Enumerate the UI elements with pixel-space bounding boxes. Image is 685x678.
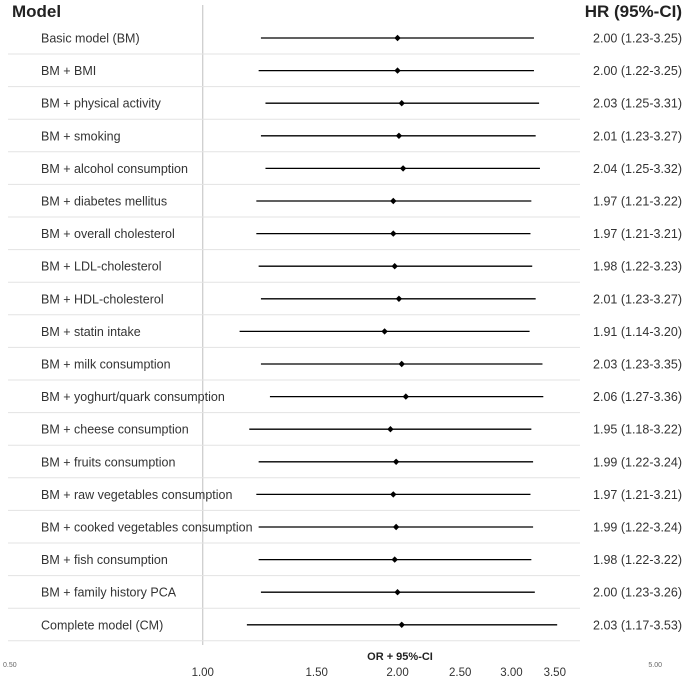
row-label: BM + cooked vegetables consumption bbox=[41, 520, 253, 535]
row-label: BM + diabetes mellitus bbox=[41, 194, 168, 209]
x-tick-label: 1.50 bbox=[305, 667, 328, 678]
row-label: BM + family history PCA bbox=[41, 585, 177, 600]
header-hr: HR (95%-CI) bbox=[584, 2, 682, 21]
row-label: BM + physical activity bbox=[41, 96, 161, 111]
hr-value: 1.97 (1.21-3.21) bbox=[593, 227, 682, 242]
row-label: BM + raw vegetables consumption bbox=[41, 487, 233, 502]
row-label: BM + milk consumption bbox=[41, 357, 171, 372]
x-axis-label: OR + 95%-CI bbox=[367, 651, 433, 663]
forest-row bbox=[8, 129, 682, 152]
hr-point bbox=[396, 133, 402, 139]
hr-value: 1.95 (1.18-3.22) bbox=[593, 422, 682, 437]
hr-point bbox=[390, 198, 396, 204]
forest-row bbox=[8, 195, 682, 218]
hr-value: 2.01 (1.23-3.27) bbox=[593, 129, 682, 144]
hr-value: 1.91 (1.14-3.20) bbox=[593, 324, 682, 339]
hr-value: 1.97 (1.21-3.21) bbox=[593, 487, 682, 502]
x-axis-ticks bbox=[3, 662, 662, 678]
forest-row bbox=[8, 618, 682, 641]
forest-row bbox=[8, 64, 682, 87]
row-label: BM + yoghurt/quark consumption bbox=[41, 390, 225, 405]
hr-point bbox=[393, 524, 399, 530]
forest-row bbox=[8, 521, 682, 544]
rows-layer bbox=[8, 32, 682, 641]
hr-value: 2.00 (1.22-3.25) bbox=[593, 64, 682, 79]
x-tick-label: 3.00 bbox=[500, 667, 523, 678]
row-label: BM + HDL-cholesterol bbox=[41, 292, 164, 307]
hr-point bbox=[393, 459, 399, 465]
hr-point bbox=[394, 67, 400, 73]
forest-row bbox=[8, 162, 682, 185]
hr-point bbox=[390, 491, 396, 497]
row-label: Basic model (BM) bbox=[41, 31, 140, 46]
hr-value: 2.01 (1.23-3.27) bbox=[593, 292, 682, 307]
hr-point bbox=[394, 589, 400, 595]
hr-point bbox=[392, 556, 398, 562]
x-tick-label: 3.50 bbox=[543, 667, 566, 678]
forest-row bbox=[8, 488, 682, 511]
row-label: BM + fruits consumption bbox=[41, 455, 176, 470]
hr-point bbox=[381, 328, 387, 334]
hr-value: 1.98 (1.22-3.22) bbox=[593, 553, 682, 568]
hr-point bbox=[399, 622, 405, 628]
hr-value: 2.06 (1.27-3.36) bbox=[593, 390, 682, 405]
hr-point bbox=[399, 100, 405, 106]
hr-value: 1.98 (1.22-3.23) bbox=[593, 259, 682, 274]
hr-point bbox=[396, 296, 402, 302]
forest-row bbox=[8, 325, 682, 348]
forest-row bbox=[8, 292, 682, 315]
forest-row bbox=[8, 586, 682, 609]
row-label: Complete model (CM) bbox=[41, 618, 164, 633]
hr-point bbox=[387, 426, 393, 432]
hr-value: 1.97 (1.21-3.22) bbox=[593, 194, 682, 209]
forest-row bbox=[8, 260, 682, 283]
hr-value: 1.99 (1.22-3.24) bbox=[593, 455, 682, 470]
hr-point bbox=[390, 230, 396, 236]
row-label: BM + overall cholesterol bbox=[41, 227, 175, 242]
forest-row bbox=[8, 358, 682, 381]
hr-value: 2.03 (1.23-3.35) bbox=[593, 357, 682, 372]
hr-point bbox=[399, 361, 405, 367]
hr-value: 2.03 (1.17-3.53) bbox=[593, 618, 682, 633]
row-label: BM + cheese consumption bbox=[41, 422, 189, 437]
forest-row bbox=[8, 97, 682, 120]
x-tick-label: 2.50 bbox=[449, 667, 472, 678]
hr-value: 2.00 (1.23-3.25) bbox=[593, 31, 682, 46]
hr-point bbox=[400, 165, 406, 171]
forest-row bbox=[8, 455, 682, 478]
x-tick-label: 0.50 bbox=[3, 662, 17, 669]
forest-row bbox=[8, 553, 682, 576]
hr-value: 1.99 (1.22-3.24) bbox=[593, 520, 682, 535]
hr-point bbox=[394, 35, 400, 41]
row-label: BM + fish consumption bbox=[41, 553, 168, 568]
forest-row bbox=[8, 390, 682, 413]
x-tick-label: 1.00 bbox=[191, 667, 214, 678]
forest-row bbox=[8, 32, 682, 55]
row-label: BM + BMI bbox=[41, 64, 97, 79]
forest-row bbox=[8, 423, 682, 446]
x-tick-label: 2.00 bbox=[386, 667, 409, 678]
row-label: BM + statin intake bbox=[41, 324, 141, 339]
hr-value: 2.00 (1.23-3.26) bbox=[593, 585, 682, 600]
hr-value: 2.04 (1.25-3.32) bbox=[593, 161, 682, 176]
forest-row bbox=[8, 227, 682, 250]
row-label: BM + smoking bbox=[41, 129, 121, 144]
row-label: BM + alcohol consumption bbox=[41, 161, 188, 176]
hr-point bbox=[392, 263, 398, 269]
x-tick-label: 5.00 bbox=[648, 662, 662, 669]
header-model: Model bbox=[12, 2, 62, 21]
hr-point bbox=[403, 393, 409, 399]
row-label: BM + LDL-cholesterol bbox=[41, 259, 162, 274]
hr-value: 2.03 (1.25-3.31) bbox=[593, 96, 682, 111]
